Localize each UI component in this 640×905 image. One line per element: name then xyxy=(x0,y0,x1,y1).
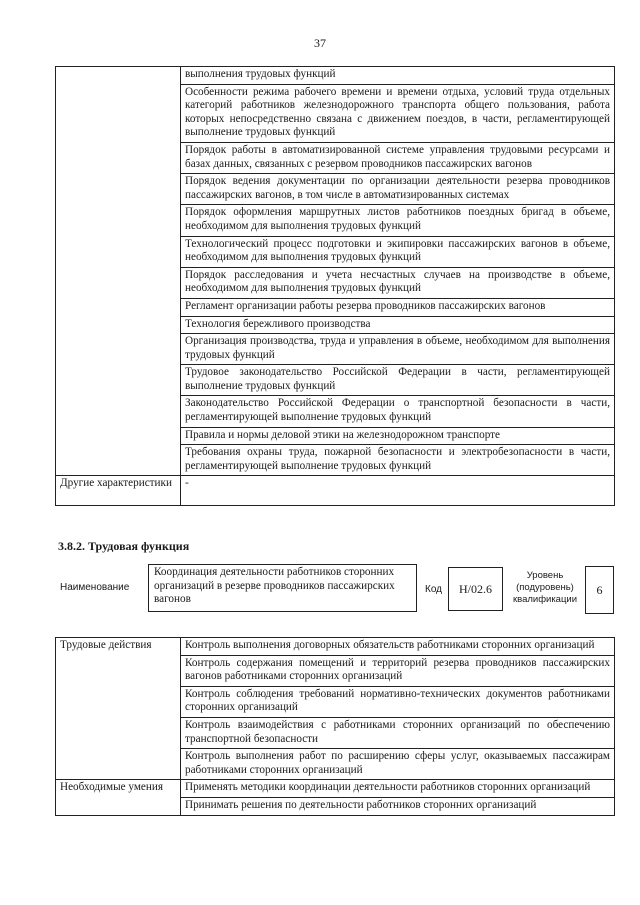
knowledge-item: Законодательство Российской Федерации о транспортной безопасности в части, регламентирующей выполнение трудовых функций xyxy=(181,396,615,427)
knowledge-item: выполнения трудовых функций xyxy=(181,67,615,85)
labor-function-table xyxy=(55,637,615,816)
code-box: Н/02.6 xyxy=(448,567,503,611)
knowledge-item: Технология бережливого производства xyxy=(181,316,615,334)
knowledge-item: Правила и нормы деловой этики на железнодорожном транспорте xyxy=(181,427,615,445)
knowledge-item: Технологический процесс подготовки и экипировки пассажирских вагонов в объеме, необходимом для выполнения трудовых функций xyxy=(181,236,615,267)
knowledge-item: Порядок расследования и учета несчастных случаев на производстве в объеме, необходимом для выполнения трудовых функций xyxy=(181,267,615,298)
knowledge-table xyxy=(55,66,615,506)
knowledge-item: Порядок работы в автоматизированной системе управления трудовыми ресурсами и базах данных, связанных с резервом проводников пассажирских вагонов xyxy=(181,142,615,173)
knowledge-item: Требования охраны труда, пожарной безопасности и электробезопасности в части, регламентирующей выполнение трудовых функций xyxy=(181,445,615,476)
knowledge-item: Порядок оформления маршрутных листов работников поездных бригад в объеме, необходимом для выполнения трудовых функций xyxy=(181,205,615,236)
knowledge-item: Организация производства, труда и управления в объеме, необходимом для выполнения трудовых функций xyxy=(181,334,615,365)
name-label: Наименование xyxy=(60,582,130,593)
level-label: Уровень (подуровень) квалификации xyxy=(512,570,578,605)
knowledge-item: Регламент организации работы резерва проводников пассажирских вагонов xyxy=(181,298,615,316)
knowledge-item: Порядок ведения документации по организации деятельности резерва проводников пассажирских вагонов, в том числе в автоматизированных системах xyxy=(181,174,615,205)
skill-item: Применять методики координации деятельности работников сторонних организаций xyxy=(181,780,615,798)
labor-action-item: Контроль выполнения работ по расширению сферы услуг, оказываемых пассажирам работниками сторонних организаций xyxy=(181,749,615,780)
other-characteristics-label: Другие характеристики xyxy=(56,476,181,506)
skills-label: Необходимые умения xyxy=(56,780,181,815)
section-heading: 3.8.2. Трудовая функция xyxy=(58,539,190,553)
knowledge-item: Трудовое законодательство Российской Федерации в части, регламентирующей выполнение трудовых функций xyxy=(181,365,615,396)
level-box: 6 xyxy=(585,566,614,614)
empty-label-cell xyxy=(56,67,181,476)
skill-item: Принимать решения по деятельности работников сторонних организаций xyxy=(181,797,615,815)
code-label: Код xyxy=(425,584,443,595)
page-number: 37 xyxy=(314,36,326,50)
other-characteristics-value: - xyxy=(181,476,615,506)
function-name-box: Координация деятельности работников сторонних организаций в резерве проводников пассажирских вагонов xyxy=(148,564,417,612)
knowledge-item: Особенности режима рабочего времени и времени отдыха, условий труда отдельных категорий работников железнодорожного транспорта общего пользования, работа которых непосредственно связана с движением поездов, в части, регламентирующей выполнение трудовых функций xyxy=(181,84,615,142)
labor-action-item: Контроль взаимодействия с работниками сторонних организаций по обеспечению транспортной безопасности xyxy=(181,717,615,748)
labor-actions-label: Трудовые действия xyxy=(56,638,181,780)
labor-action-item: Контроль соблюдения требований нормативно-технических документов работниками сторонних организаций xyxy=(181,686,615,717)
labor-action-item: Контроль выполнения договорных обязательств работниками сторонних организаций xyxy=(181,638,615,656)
labor-action-item: Контроль содержания помещений и территорий резерва проводников пассажирских вагонов работниками сторонних организаций xyxy=(181,655,615,686)
